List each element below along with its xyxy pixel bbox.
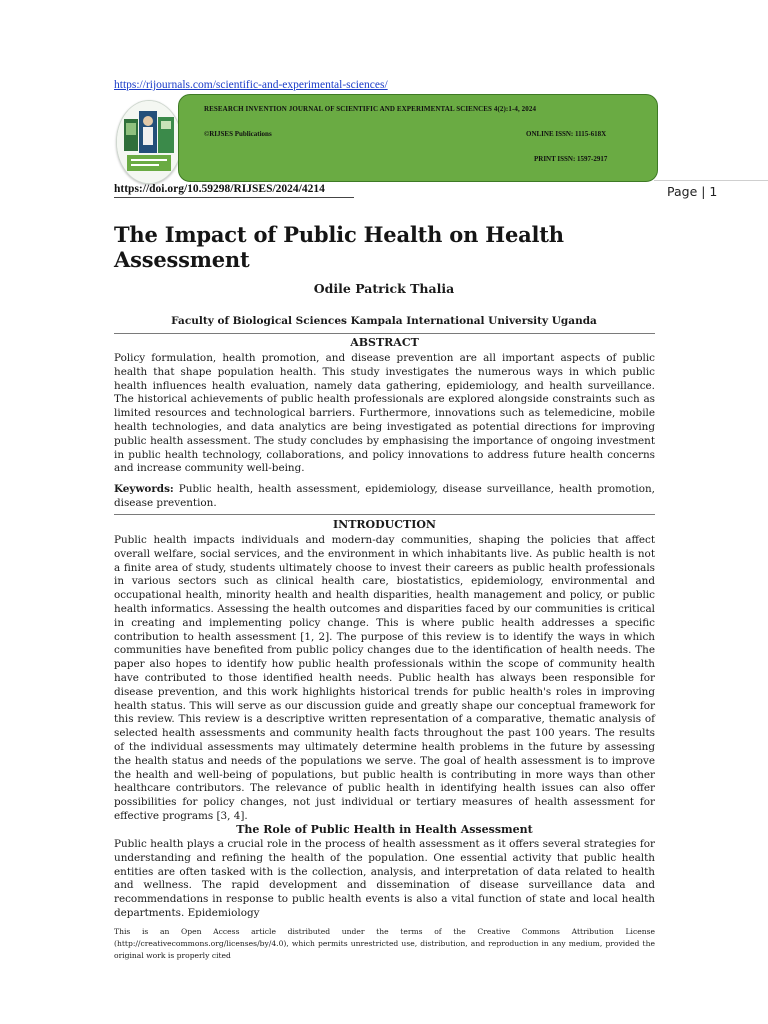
doi-link[interactable]: https://doi.org/10.59298/RIJSES/2024/4214 <box>114 183 325 195</box>
page-number-rule <box>654 180 768 181</box>
journal-logo <box>116 100 182 184</box>
abstract-top-divider <box>114 333 655 334</box>
role-section-text: Public health plays a crucial role in the process of health assessment as it offers several strategies for understanding and refining the health of the population. One essential activity that public health entities are often tasked with is the collection, analysis, and interpretation of data related to health and wellness. The rapid development and dissemination of disease surveillance data and recommendations in response to public health events is also a vital function of state and local health departments. Epidemiology <box>114 838 655 919</box>
doi-underline <box>114 197 354 198</box>
print-issn: PRINT ISSN: 1597-2917 <box>534 155 608 163</box>
author-name: Odile Patrick Thalia <box>313 281 455 296</box>
journal-title: RESEARCH INVENTION JOURNAL OF SCIENTIFIC AND EXPERIMENTAL SCIENCES 4(2):1-4, 2024 <box>204 105 537 113</box>
abstract-heading: ABSTRACT <box>350 336 419 349</box>
online-issn: ONLINE ISSN: 1115-618X <box>526 130 607 138</box>
role-section-heading: The Role of Public Health in Health Assessment <box>236 823 533 836</box>
keywords-label: Keywords: <box>114 483 174 495</box>
article-title: The Impact of Public Health on Health Assessment <box>114 222 564 272</box>
introduction-text: Public health impacts individuals and modern-day communities, shaping the policies that affect overall welfare, social services, and the environment in which inhabitants live. As public health is not a finite area of study, students ultimately choose to invest their careers as public health professionals in various sectors such as clinical health care, biostatistics, epidemiology, environmental and occupational health, minority health and health disparities, health management and policy, or public health informatics. Assessing the health outcomes and disparities faced by our communities is critical in creating and implementing policy change. This is where public health addresses a specific contribution to health assessment [1, 2]. The purpose of this review is to identify the ways in which communities have benefited from public policy changes due to the identification of health needs. The paper also hopes to identify how public health professionals within the scope of community health have contributed to those identified health needs. Public health has always been responsible for disease prevention, and this work highlights historical trends for public health's roles in improving health status. This will serve as our discussion guide and greatly shape our conceptual framework for this review. This review is a descriptive written representation of a comparative, thematic analysis of selected health assessments and community health facts throughout the past 100 years. The results of the individual assessments may ultimately determine health problems in the future by assessing the health status and needs of the populations we serve. The goal of health assessment is to improve the health and well-being of populations, but public health is contributing in more ways than other healthcare contributors. The relevance of public health in identifying health issues can also offer possibilities for policy changes, not just individual or tertiary measures of health assessment for effective programs [3, 4]. <box>114 534 655 822</box>
page-number: Page | 1 <box>667 184 718 199</box>
introduction-divider <box>114 514 655 515</box>
introduction-heading: INTRODUCTION <box>333 518 436 531</box>
journal-banner <box>178 94 658 182</box>
journal-url-link[interactable]: https://rijournals.com/scientific-and-experimental-sciences/ <box>114 79 388 91</box>
keywords-list: Public health, health assessment, epidemiology, disease surveillance, health promotion, disease prevention. <box>114 483 655 509</box>
license-footnote: This is an Open Access article distributed under the terms of the Creative Commons Attribution License (http://creativecommons.org/licenses/by/4.0), which permits unrestricted use, distribution, and reproduction in any medium, provided the original work is properly cited <box>114 927 655 960</box>
abstract-text: Policy formulation, health promotion, and disease prevention are all important aspects of public health that shape population health. This study investigates the numerous ways in which public health influences health evaluation, namely data gathering, epidemiology, and health surveillance. The historical achievements of public health professionals are explored alongside constraints such as limited resources and technological barriers. Furthermore, innovations such as telemedicine, mobile health technologies, and data analytics are being investigated as potential directions for improving public health assessment. The study concludes by emphasising the importance of ongoing investment in public health technology, collaborations, and policy innovations to address future health concerns and increase community well-being. <box>114 352 655 475</box>
publisher-label: ©RIJSES Publications <box>204 130 272 138</box>
author-affiliation: Faculty of Biological Sciences Kampala International University Uganda <box>171 315 597 327</box>
keywords-paragraph <box>114 483 655 511</box>
